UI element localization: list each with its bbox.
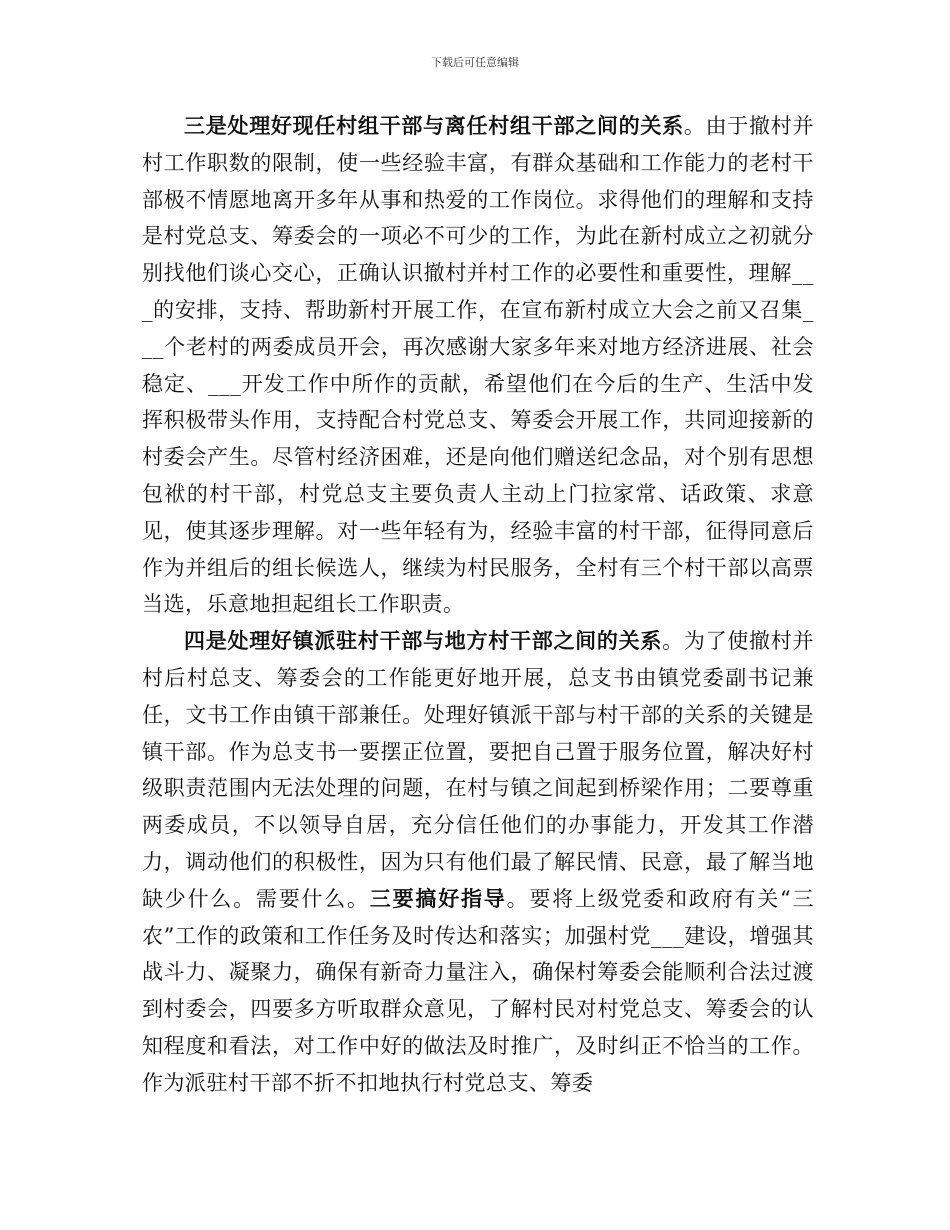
document-body [142, 108, 814, 1102]
paragraph-4-heading: 四是处理好镇派驻村干部与地方村干部之间的关系 [184, 628, 663, 654]
paragraph-4-text-continued: 。要将上级党委和政府有关“三农”工作的政策和工作任务及时传达和落实；加强村党___建设，增强其战斗力、凝聚力，确保有新奇力量注入，确保村筹委会能顺利合法过渡到村委会，四要多方听取群众意见，了解村民对村党总支、筹委会的认知程度和看法，对工作中好的做法及时推广，及时纠正不恰当的工作。作为派驻村干部不折不扣地执行村党总支、筹委 [142, 886, 815, 1095]
paragraph-3-text: 。由于撤村并村工作职数的限制，使一些经验丰富，有群众基础和工作能力的老村干部极不情愿地离开多年从事和热爱的工作岗位。求得他们的理解和支持是村党总支、筹委会的一项必不可少的工作，为此在新村成立之初就分别找他们谈心交心，正确认识撤村并村工作的必要性和重要性，理解___的安排，支持、帮助新村开展工作，在宣布新村成立大会之前又召集___个老村的两委成员开会，再次感谢大家多年来对地方经济进展、社会稳定、___开发工作中所作的贡献，希望他们在今后的生产、生活中发挥积极带头作用，支持配合村党总支、筹委会开展工作，共同迎接新的村委会产生。尽管村经济困难，还是向他们赠送纪念品，对个别有思想包袱的村干部，村党总支主要负责人主动上门拉家常、话政策、求意见，使其逐步理解。对一些年轻有为，经验丰富的村干部，征得同意后作为并组后的组长候选人，继续为村民服务，全村有三个村干部以高票当选，乐意地担起组长工作职责。 [142, 114, 815, 617]
paragraph-4-text: 。为了使撤村并村后村总支、筹委会的工作能更好地开展，总支书由镇党委副书记兼任，文书工作由镇干部兼任。处理好镇派干部与村干部的关系的关键是镇干部。作为总支书一要摆正位置，要把自己置于服务位置，解决好村级职责范围内无法处理的问题，在村与镇之间起到桥梁作用；二要尊重两委成员，不以领导自居，充分信任他们的办事能力，开发其工作潜力，调动他们的积极性，因为只有他们最了解民情、民意，最了解当地缺少什么。需要什么。 [142, 629, 815, 911]
paragraph-4-subheading: 三要搞好指导 [369, 885, 507, 911]
paragraph-4 [142, 623, 814, 1101]
paragraph-3-heading: 三是处理好现任村组干部与离任村组干部之间的关系 [184, 113, 684, 138]
paragraph-3 [142, 108, 814, 623]
page-header: 下载后可任意编辑 [431, 56, 519, 69]
